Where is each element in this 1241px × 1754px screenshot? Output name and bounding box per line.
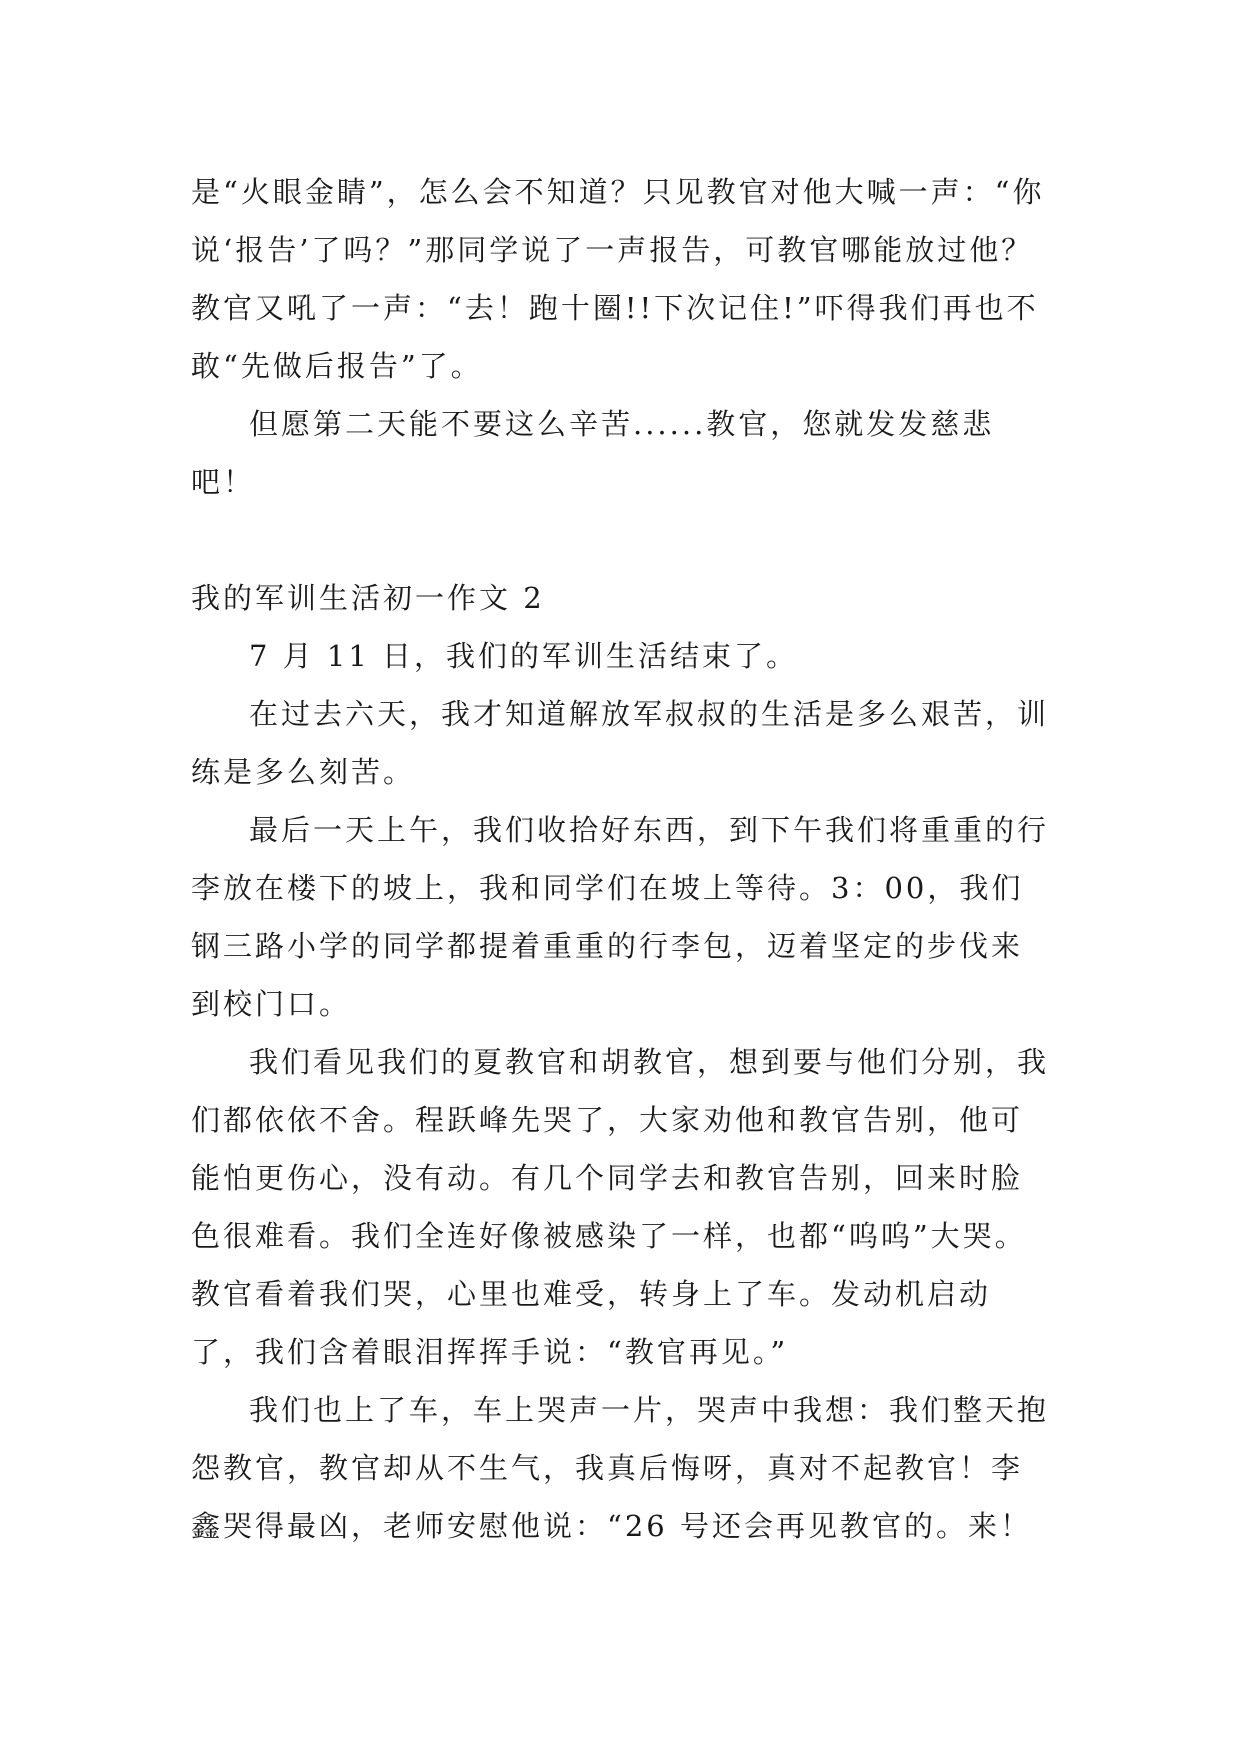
section-title: 我的军训生活初一作文 2	[191, 581, 545, 615]
paragraph: 7 月 11 日，我们的军训生活结束了。	[249, 639, 799, 673]
paragraph: 但愿第二天能不要这么辛苦......教官，您就发发慈悲吧！	[191, 407, 995, 499]
paragraph: 我们看见我们的夏教官和胡教官，想到要与他们分别，我们都依依不舍。程跃峰先哭了，大家劝他和教官告别，他可能怕更伤心，没有动。有几个同学去和教官告别，回来时脸色很难看。我们全连好像被感染了一样，也都“呜呜”大哭。教官看着我们哭，心里也难受，转身上了车。发动机启动了，我们含着眼泪挥挥手说：“教官再见。”	[191, 1045, 1050, 1369]
paragraph-continued: 是“火眼金睛”，怎么会不知道？只见教官对他大喊一声：“你说‘报告’了吗？”那同学说了一声报告，可教官哪能放过他？教官又吼了一声：“去！跑十圈!!下次记住!”吓得我们再也不敢“先做后报告”了。	[191, 175, 1045, 383]
paragraph: 在过去六天，我才知道解放军叔叔的生活是多么艰苦，训练是多么刻苦。	[191, 697, 1050, 789]
paragraph: 最后一天上午，我们收拾好东西，到下午我们将重重的行李放在楼下的坡上，我和同学们在坡上等待。3：00，我们钢三路小学的同学都提着重重的行李包，迈着坚定的步伐来到校门口。	[191, 813, 1050, 1021]
paragraph: 我们也上了车，车上哭声一片，哭声中我想：我们整天抱怨教官，教官却从不生气，我真后悔呀，真对不起教官！李鑫哭得最凶，老师安慰他说：“26 号还会再见教官的。来！	[191, 1393, 1050, 1543]
document-body	[191, 163, 1051, 1555]
